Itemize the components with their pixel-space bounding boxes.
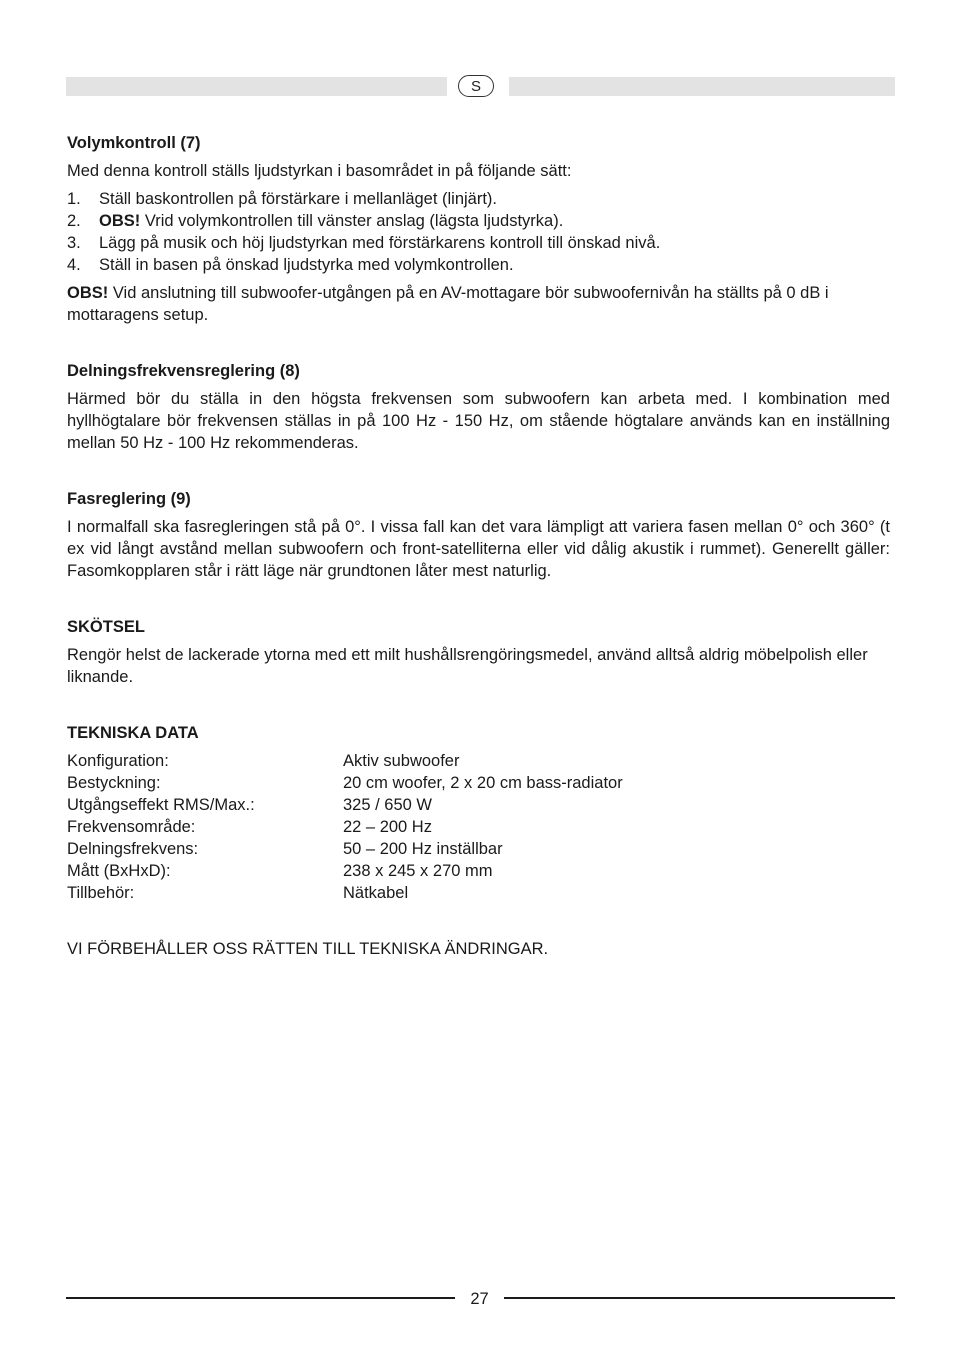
spec-label: Bestyckning: xyxy=(67,774,161,792)
step-body: Lägg på musik och höj ljudstyrkan med förstärkarens kontroll till önskad nivå. xyxy=(99,234,661,252)
language-code: S xyxy=(470,77,481,95)
spec-label: Delningsfrekvens: xyxy=(67,840,199,858)
spec-label: Utgångseffekt RMS/Max.: xyxy=(67,796,255,814)
spec-label: Frekvensområde: xyxy=(67,818,196,836)
step-text xyxy=(99,254,514,276)
spec-label: Tillbehör: xyxy=(67,884,135,902)
list-item xyxy=(67,210,890,232)
header-bar-right xyxy=(509,77,895,96)
step-body: Ställ in basen på önskad ljudstyrka med volymkontrollen. xyxy=(99,256,514,274)
spec-value: 325 / 650 W xyxy=(343,796,432,814)
table-row xyxy=(67,794,890,816)
note-bold: OBS! xyxy=(67,284,109,302)
section-title: Fasreglering (9) xyxy=(67,490,191,508)
disclaimer: VI FÖRBEHÅLLER OSS RÄTTEN TILL TEKNISKA ÄNDRINGAR. xyxy=(67,940,549,958)
step-text xyxy=(99,210,563,232)
language-badge xyxy=(458,75,494,97)
spec-value: 50 – 200 Hz inställbar xyxy=(343,840,503,858)
step-text xyxy=(99,232,660,254)
spec-value: 238 x 245 x 270 mm xyxy=(343,862,493,880)
table-row xyxy=(67,750,890,772)
steps-list xyxy=(67,188,890,276)
list-item xyxy=(67,188,890,210)
section-title: Delningsfrekvensreglering (8) xyxy=(67,362,300,380)
section-phase xyxy=(67,488,890,582)
section-title: SKÖTSEL xyxy=(67,618,145,636)
section-title: Volymkontroll (7) xyxy=(67,134,201,152)
spec-value: Aktiv subwoofer xyxy=(343,752,460,770)
note-paragraph xyxy=(67,282,890,326)
page-content xyxy=(67,132,890,960)
header-bar-left xyxy=(66,77,447,96)
section-crossover xyxy=(67,360,890,454)
page-number: 27 xyxy=(470,1290,489,1308)
section-title: TEKNISKA DATA xyxy=(67,724,199,742)
step-number: 3. xyxy=(67,234,81,252)
table-row xyxy=(67,772,890,794)
step-body: Vrid volymkontrollen till vänster anslag (lägsta ljudstyrka). xyxy=(140,212,564,230)
table-row xyxy=(67,816,890,838)
step-body: Ställ baskontrollen på förstärkare i mellanläget (linjärt). xyxy=(99,190,498,208)
section-text: I normalfall ska fasregleringen stå på 0°. I vissa fall kan det vara lämpligt att variera fasen mellan 0° och 360° (t ex vid långt avstånd mellan subwoofern och front-satelliterna eller vid dålig akustik i rummet). Generellt gäller: Fasomkopplaren står i rätt läge när grundtonen låter mest naturlig. xyxy=(67,518,890,580)
section-volume-control xyxy=(67,132,890,326)
spec-value: Nätkabel xyxy=(343,884,409,902)
spec-label: Konfiguration: xyxy=(67,752,169,770)
note-text: Vid anslutning till subwoofer-utgången på en AV-mottagare bör subwoofernivån ha ställts på 0 dB i mottaragens setup. xyxy=(67,284,829,324)
list-item xyxy=(67,254,890,276)
table-row xyxy=(67,882,890,904)
table-row xyxy=(67,860,890,882)
spec-value: 20 cm woofer, 2 x 20 cm bass-radiator xyxy=(343,774,623,792)
footer-rule-left xyxy=(66,1297,455,1299)
step-text xyxy=(99,188,497,210)
step-number: 4. xyxy=(67,256,81,274)
table-row xyxy=(67,838,890,860)
spec-label: Mått (BxHxD): xyxy=(67,862,171,880)
section-care xyxy=(67,616,890,688)
spec-value: 22 – 200 Hz xyxy=(343,818,432,836)
list-item xyxy=(67,232,890,254)
section-intro: Med denna kontroll ställs ljudstyrkan i basområdet in på följande sätt: xyxy=(67,162,572,180)
specs-table xyxy=(67,750,890,904)
step-bold: OBS! xyxy=(99,212,141,230)
section-text: Rengör helst de lackerade ytorna med ett milt hushållsrengöringsmedel, använd alltså aldrig möbelpolish eller liknande. xyxy=(67,646,868,686)
section-text: Härmed bör du ställa in den högsta frekvensen som subwoofern kan arbeta med. I kombination med hyllhögtalare bör frekvensen ställas in på 100 Hz - 150 Hz, om stående högtalare används kan en inställning mellan 50 Hz - 100 Hz rekommenderas. xyxy=(67,390,890,452)
step-number: 1. xyxy=(67,190,81,208)
footer-rule-right xyxy=(504,1297,895,1299)
step-number: 2. xyxy=(67,212,81,230)
section-specs xyxy=(67,722,890,960)
